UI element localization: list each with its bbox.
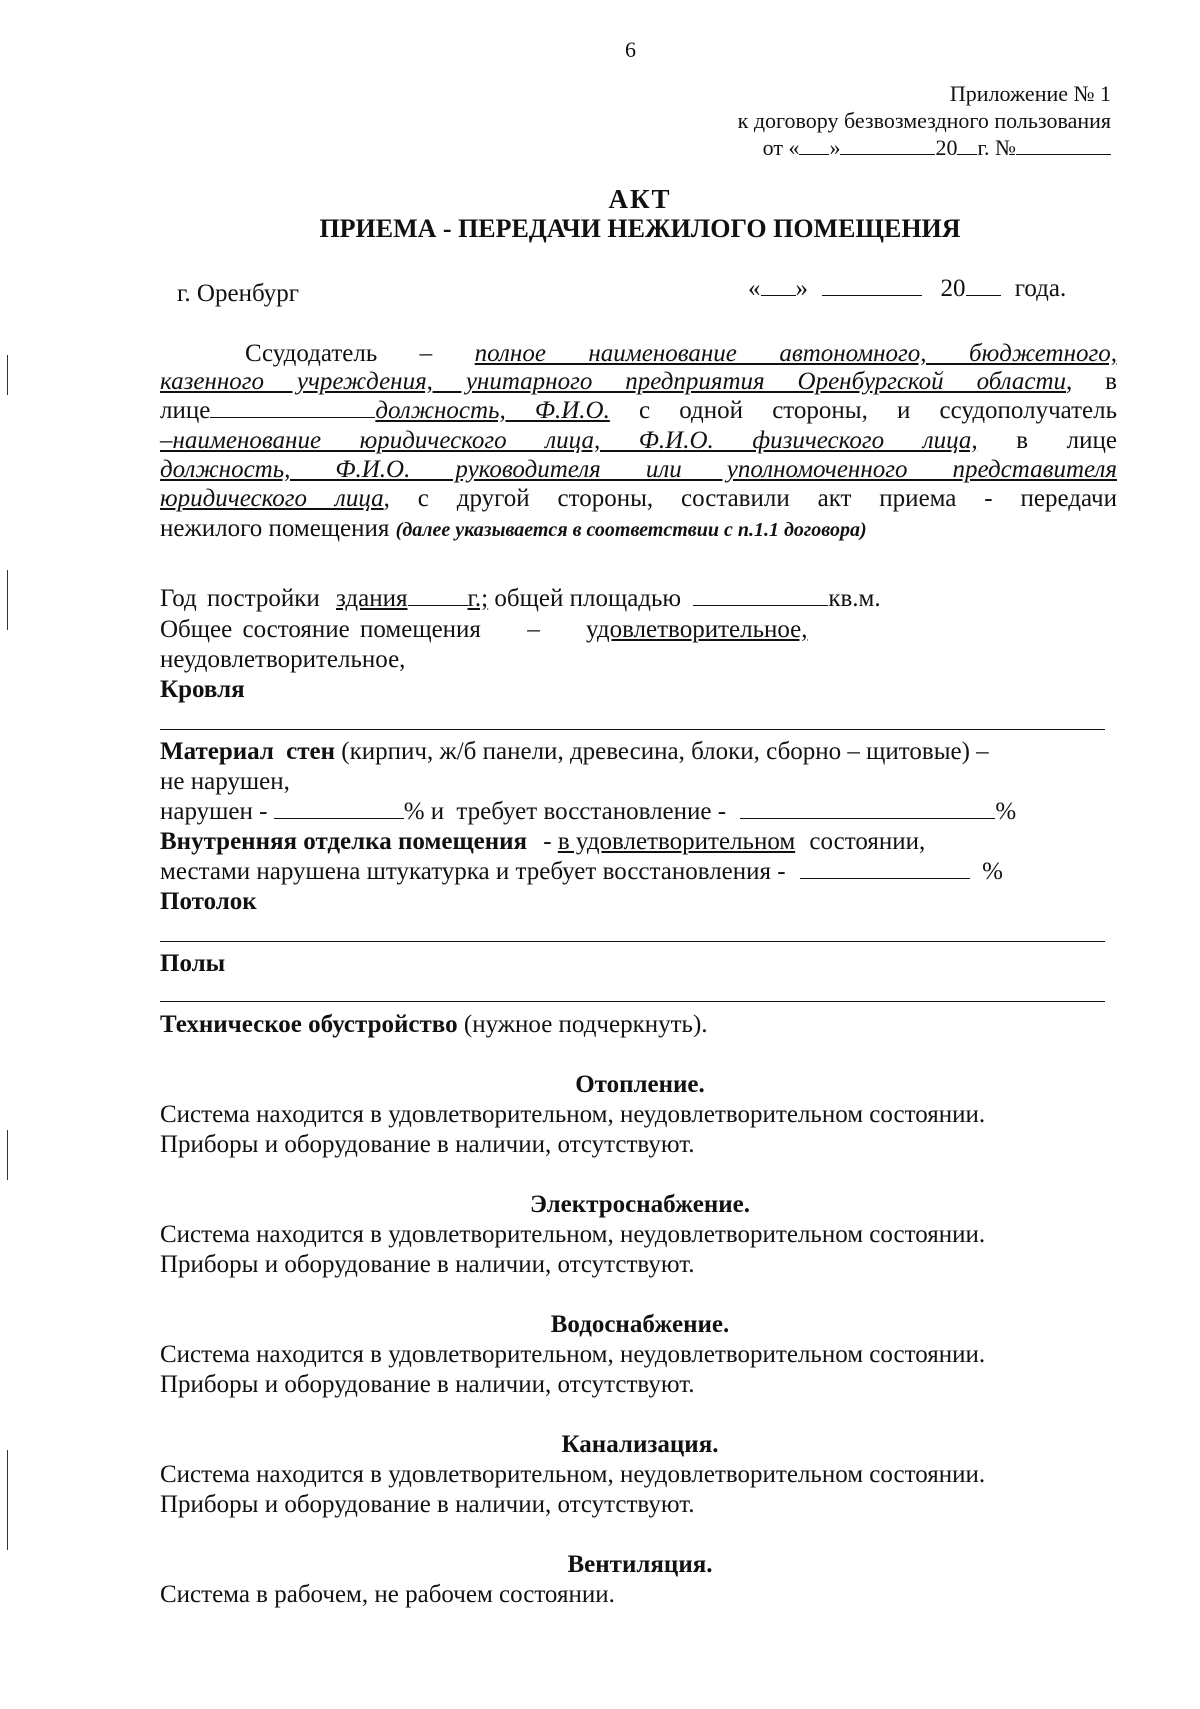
date-line: « » 20 года. [748,275,1067,302]
heating-line-2: Приборы и оборудование в наличии, отсутствуют. [160,1131,695,1158]
building-area-blank [693,585,828,606]
interior-line-2: местами нарушена штукатурка и требует восстановления - % [160,858,1003,885]
annex-line-2: к договору безвозмездного пользования [737,108,1111,133]
building-state-line-2: неудовлетворительное, [160,646,406,673]
page-number: 6 [625,37,636,62]
walls-broken-blank [274,798,404,819]
walls-restore-blank [740,798,995,819]
date-month-blank [822,275,922,296]
building-state-line: Общее состояние помещения – удовлетворительное, [160,616,808,643]
heating-line-1: Система находится в удовлетворительном, неудовлетворительном состоянии. [160,1101,986,1128]
date-year-blank [966,275,1001,296]
annex-year-blank [957,134,977,155]
water-title: Водоснабжение. [550,1311,730,1338]
annex-line-3: от « » 20 г. № [763,134,1111,162]
intro-line-1: Ссудодатель – полное наименование автономного, бюджетного, [245,340,1117,367]
intro-line-2: казенного учреждения, унитарного предприятия Оренбургской области, в [160,368,1117,395]
intro-line-6: юридического лица, с другой стороны, составили акт приема - передачи [160,485,1117,512]
building-year-blank [408,585,468,606]
ventilation-title: Вентиляция. [567,1551,713,1578]
ventilation-line-1: Система в рабочем, не рабочем состоянии. [160,1581,615,1608]
representative-blank [210,397,375,418]
heating-title: Отопление. [575,1071,705,1098]
roof-label: Кровля [160,676,245,703]
interior-restore-blank [800,858,970,879]
intro-line-7: нежилого помещения (далее указывается в соответствии с п.1.1 договора) [160,515,867,542]
ceiling-label: Потолок [160,888,257,915]
walls-line-3: нарушен - % и требует восстановление - % [160,798,1017,825]
date-day-blank [761,275,796,296]
walls-line-2: не нарушен, [160,768,290,795]
water-line-2: Приборы и оборудование в наличии, отсутствуют. [160,1371,695,1398]
roof-rule [160,729,1105,730]
electricity-title: Электроснабжение. [529,1191,751,1218]
scan-artifact [7,1450,8,1550]
scan-artifact [7,355,8,395]
interior-line-1: Внутренняя отделка помещения - в удовлетворительном состоянии, [160,828,926,855]
electricity-line-1: Система находится в удовлетворительном, неудовлетворительном состоянии. [160,1221,986,1248]
ceiling-rule [160,941,1105,942]
intro-line-4: –наименование юридического лица, Ф.И.О. физического лица, в лице [160,427,1117,454]
tech-line: Техническое обустройство (нужное подчеркнуть). [160,1011,708,1038]
document-title: АКТ [608,184,672,214]
annex-line-1: Приложение № 1 [949,81,1111,106]
floors-label: Полы [160,950,226,977]
sewerage-line-1: Система находится в удовлетворительном, неудовлетворительном состоянии. [160,1461,986,1488]
sewerage-line-2: Приборы и оборудование в наличии, отсутствуют. [160,1491,695,1518]
annex-month-blank [840,134,935,155]
building-year-line: Год постройки здания г.; общей площадью кв.м. [160,585,881,612]
annex-day-blank [799,134,829,155]
sewerage-title: Канализация. [561,1431,719,1458]
electricity-line-2: Приборы и оборудование в наличии, отсутствуют. [160,1251,695,1278]
intro-line-5: должность, Ф.И.О. руководителя или уполномоченного представителя [160,456,1117,483]
floors-rule [160,1001,1105,1002]
intro-line-3: лице должность, Ф.И.О. с одной стороны, и ссудополучатель [160,397,1117,424]
walls-line-1: Материал стен (кирпич, ж/б панели, древесина, блоки, сборно – щитовые) – [160,738,989,765]
document-subtitle: ПРИЕМА - ПЕРЕДАЧИ НЕЖИЛОГО ПОМЕЩЕНИЯ [319,214,961,243]
annex-number-blank [1016,134,1111,155]
scan-artifact [7,570,8,630]
water-line-1: Система находится в удовлетворительном, неудовлетворительном состоянии. [160,1341,986,1368]
city: г. Оренбург [177,280,299,307]
scan-artifact [7,1130,8,1180]
